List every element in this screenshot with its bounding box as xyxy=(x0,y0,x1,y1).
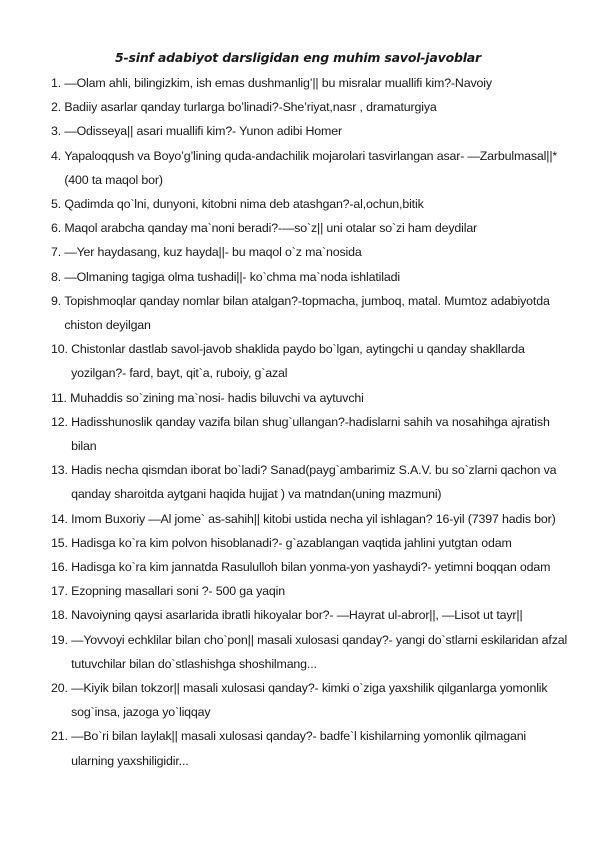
item-number: 12. xyxy=(51,414,72,429)
item-number: 8. xyxy=(51,269,65,284)
item-number: 10. xyxy=(51,342,72,357)
list-item xyxy=(51,71,571,95)
list-item xyxy=(51,676,571,724)
item-text: Muhaddis so`zining ma`nosi- hadis biluvchi va aytuvchi xyxy=(70,390,364,405)
item-text: Imom Buxoriy —Al jome` as-sahih|| kitobi ustida necha yil ishlagan? 16-yil (7397 hadis bor) xyxy=(71,511,556,526)
item-number: 14. xyxy=(51,511,72,526)
item-number: 9. xyxy=(51,293,65,308)
item-number: 6. xyxy=(51,221,65,236)
list-item xyxy=(51,144,571,192)
list-item xyxy=(51,531,571,555)
list-item xyxy=(51,119,571,143)
item-number: 17. xyxy=(51,584,72,599)
item-number: 18. xyxy=(51,608,72,623)
list-item xyxy=(51,603,571,627)
item-text: —Yer haydasang, kuz hayda||- bu maqol o`z ma`nosida xyxy=(64,245,362,260)
item-number: 15. xyxy=(51,535,72,550)
list-item xyxy=(51,458,571,506)
item-number: 19. xyxy=(51,632,72,647)
item-number: 4. xyxy=(51,148,65,163)
item-text: Hadis necha qismdan iborat bo`ladi? Sanad(payg`ambarimiz S.A.V. bu so`zlarni qachon va qanday sharoitda aytgani haqida hujjat ) va matndan(uning mazmuni) xyxy=(71,463,557,502)
list-item xyxy=(51,724,571,772)
item-number: 11. xyxy=(51,390,71,405)
item-text: —Bo`ri bilan laylak|| masali xulosasi qanday?- badfe`l kishilarning yomonlik qilmagani ularning yaxshiligidir... xyxy=(71,729,527,768)
item-text: Topishmoqlar qanday nomlar bilan atalgan?-topmacha, jumboq, matal. Mumtoz adabiyotda chiston deyilgan xyxy=(64,293,550,333)
list-item xyxy=(51,265,571,289)
item-text: Qadimda qo`lni, dunyoni, kitobni nima deb atashgan?-al,ochun,bitik xyxy=(64,197,424,212)
question-answer-list xyxy=(51,71,571,773)
list-item xyxy=(51,289,571,337)
item-number: 21. xyxy=(51,729,72,744)
item-text: —Yovvoyi echklilar bilan cho`pon|| masali xulosasi qanday?- yangi do`stlarni eskilaridan afzal tutuvchilar bilan do`stlashishga shoshilmang... xyxy=(71,632,568,671)
item-text: Hadisga ko`ra kim polvon hisoblanadi?- g`azablangan vaqtida jahlini yutgtan odam xyxy=(71,535,512,550)
item-text: —Kiyik bilan tokzor|| masali xulosasi qanday?- kimki o`ziga yaxshilik qilganlarga yomonlik sog`insa, jazoga yo`liqqay xyxy=(71,681,548,720)
list-item xyxy=(51,628,571,676)
item-number: 3. xyxy=(51,124,65,139)
list-item xyxy=(51,192,571,216)
item-number: 5. xyxy=(51,197,65,212)
item-number: 1. xyxy=(51,76,65,90)
item-text: Yapaloqqush va Boyo’g’lining quda-andachilik mojarolari tasvirlangan asar- —Zarbulmasal||*(400 ta maqol bor) xyxy=(64,148,558,187)
item-text: Badiiy asarlar qanday turlarga bo’linadi?-She’riyat,nasr , dramaturgiya xyxy=(64,100,437,115)
item-text: —Olam ahli, bilingizkim, ish emas dushmanlig’|| bu misralar muallifi kim?-Navoiy xyxy=(64,76,492,90)
list-item xyxy=(51,337,571,385)
list-item xyxy=(51,555,571,579)
item-text: Chistonlar dastlab savol-javob shaklida paydo bo`lgan, aytingchi u qanday shakllarda yozilgan?- fard, bayt, qit`a, ruboiy, g`azal xyxy=(71,342,525,381)
item-number: 2. xyxy=(51,100,65,115)
item-text: Hadisga ko`ra kim jannatda Rasululloh bilan yonma-yon yashaydi?- yetimni boqqan odam xyxy=(71,560,551,575)
list-item xyxy=(51,216,571,240)
item-text: —Olmaning tagiga olma tushadi||- ko`chma ma`noda ishlatiladi xyxy=(64,269,400,284)
list-item xyxy=(51,410,571,458)
item-number: 7. xyxy=(51,245,65,260)
list-item xyxy=(51,579,571,603)
item-number: 13. xyxy=(51,463,72,478)
item-text: Maqol arabcha qanday ma`noni beradi?-—so`z|| uni otalar so`zi ham deydilar xyxy=(64,221,478,236)
list-item xyxy=(51,240,571,264)
page-title: 5-sinf adabiyot darsligidan eng muhim savol-javoblar xyxy=(115,50,481,65)
item-number: 20. xyxy=(51,681,72,696)
list-item xyxy=(51,386,571,410)
item-text: Ezopning masallari soni ?- 500 ga yaqin xyxy=(71,584,285,599)
list-item xyxy=(51,95,571,119)
item-text: Hadisshunoslik qanday vazifa bilan shug`ullangan?-hadislarni sahih va nosahihga ajratish bilan xyxy=(71,414,550,454)
item-number: 16. xyxy=(51,560,72,575)
item-text: —Odisseya|| asari muallifi kim?- Yunon adibi Homer xyxy=(64,124,342,139)
list-item xyxy=(51,507,571,531)
item-text: Navoiyning qaysi asarlarida ibratli hikoyalar bor?- —Hayrat ul-abror||, —Lisot ut tayr|| xyxy=(71,608,523,623)
